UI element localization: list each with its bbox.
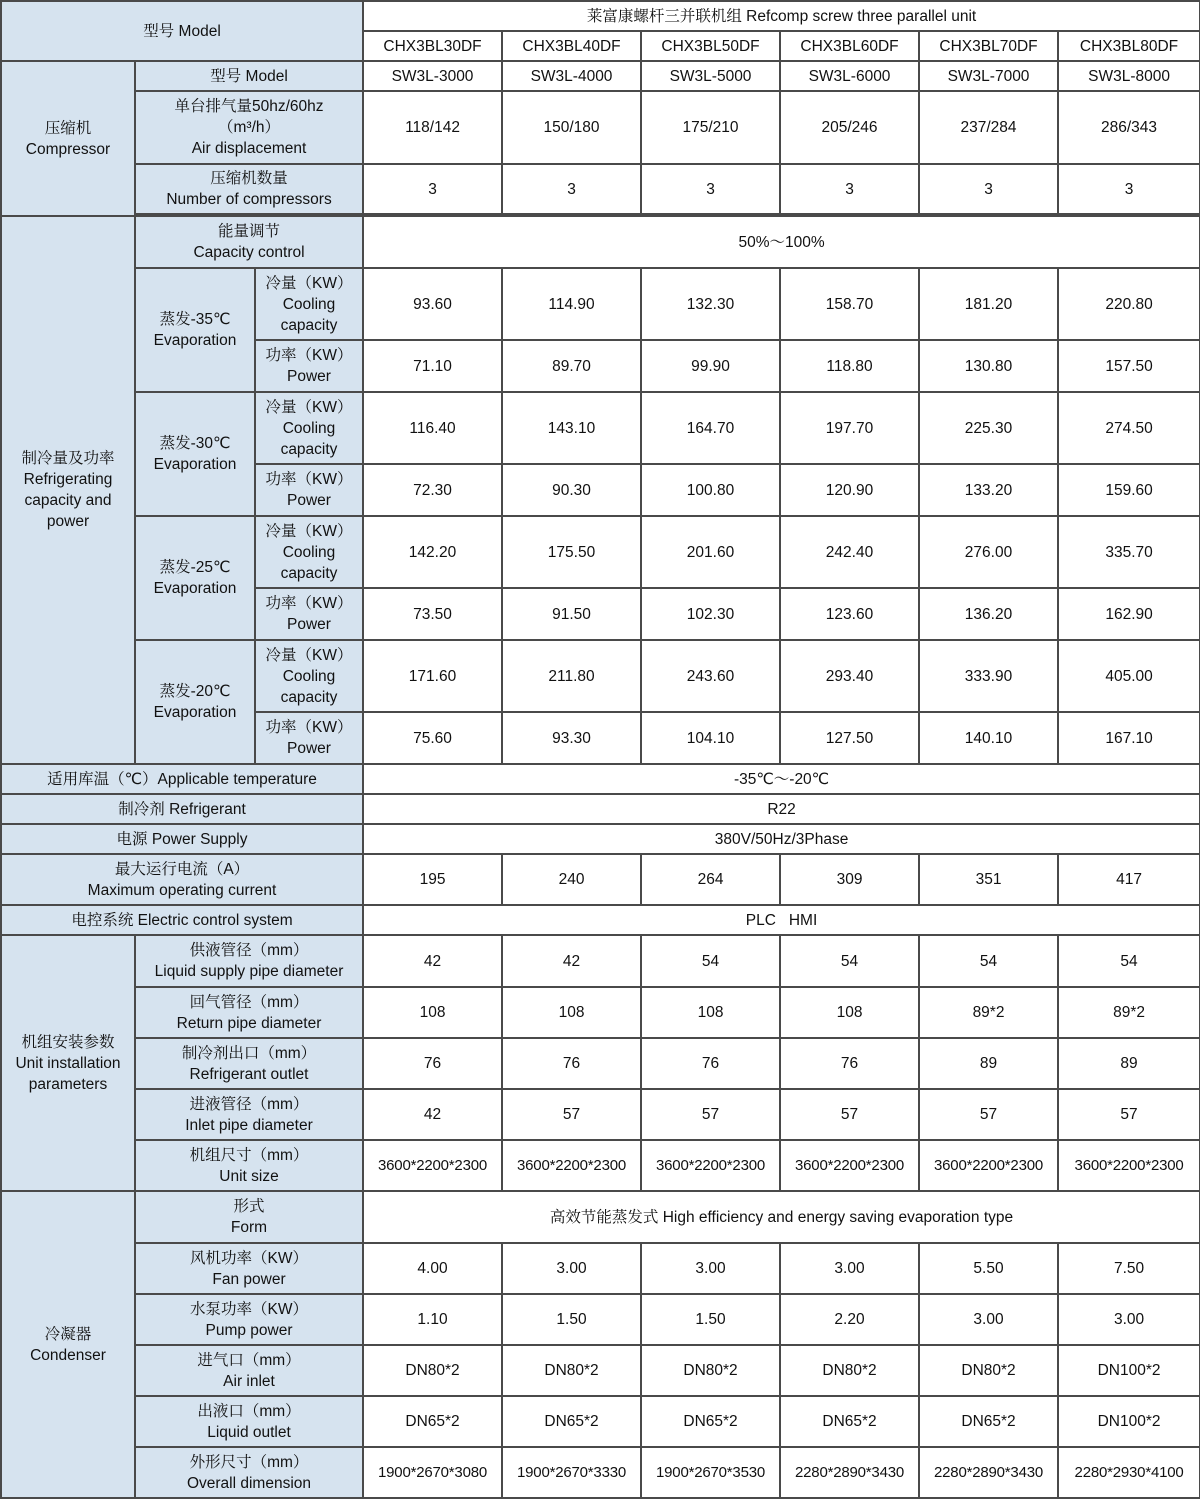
value-cell: 276.00 <box>919 516 1058 588</box>
evaporation-label <box>135 640 255 764</box>
value-cell: DN65*2 <box>363 1396 502 1447</box>
value-cell: DN65*2 <box>502 1396 641 1447</box>
value-cell: 3 <box>780 164 919 214</box>
label-line: 机组尺寸（mm） <box>189 1146 309 1164</box>
value-cell: 3600*2200*2300 <box>641 1140 780 1191</box>
value-cell: 175/210 <box>641 91 780 164</box>
label-line: Cooling <box>282 667 336 685</box>
value-cell: 2280*2890*3430 <box>919 1447 1058 1498</box>
label-line: 回气管径（mm） <box>189 993 309 1011</box>
section-compressor <box>1 61 135 216</box>
value-cell: 75.60 <box>363 712 502 764</box>
table-row <box>1 1243 1200 1294</box>
value-cell: 164.70 <box>641 392 780 464</box>
value-cell: R22 <box>363 794 1200 824</box>
table-row <box>1 61 1200 91</box>
label-line: 机组安装参数 <box>21 1033 115 1051</box>
value-cell: 108 <box>363 987 502 1038</box>
value-cell: 205/246 <box>780 91 919 164</box>
value-cell: 57 <box>641 1089 780 1140</box>
label-line: 冷量（KW） <box>265 274 353 292</box>
product-title: 莱富康螺杆三并联机组 Refcomp screw three parallel unit <box>363 1 1200 31</box>
cooling-label <box>255 268 363 340</box>
value-cell: SW3L-8000 <box>1058 61 1200 91</box>
evaporation-label <box>135 268 255 392</box>
value-cell: 405.00 <box>1058 640 1200 712</box>
table-row <box>1 824 1200 854</box>
label-line: Power <box>287 368 331 385</box>
model-name: CHX3BL50DF <box>641 31 780 61</box>
value-cell: 274.50 <box>1058 392 1200 464</box>
value-cell: 3 <box>641 164 780 214</box>
row-label: 制冷剂 Refrigerant <box>1 794 363 824</box>
table-row <box>1 91 1200 164</box>
table-row <box>1 164 1200 214</box>
value-cell: 42 <box>363 1089 502 1140</box>
label-line: 型号 Model <box>210 67 288 85</box>
value-cell: 42 <box>502 935 641 987</box>
value-cell: 114.90 <box>502 268 641 340</box>
table-row <box>1 905 1200 935</box>
value-cell: 133.20 <box>919 464 1058 516</box>
label-line: Refrigerant outlet <box>189 1065 309 1083</box>
evaporation-label <box>135 392 255 516</box>
label-line: Condenser <box>30 1346 106 1364</box>
value-cell: 54 <box>1058 935 1200 987</box>
value-cell: 181.20 <box>919 268 1058 340</box>
value-cell: 57 <box>1058 1089 1200 1140</box>
value-cell: 175.50 <box>502 516 641 588</box>
label-line: Liquid supply pipe diameter <box>154 963 344 980</box>
label-line: 冷量（KW） <box>265 522 353 540</box>
label-line: capacity <box>280 688 338 706</box>
value-cell: 132.30 <box>641 268 780 340</box>
value-cell: 2280*2890*3430 <box>780 1447 919 1498</box>
value-cell: 1.10 <box>363 1294 502 1345</box>
table-row <box>1 1294 1200 1345</box>
label-line: Evaporation <box>153 332 237 349</box>
value-cell: 142.20 <box>363 516 502 588</box>
value-cell: 136.20 <box>919 588 1058 640</box>
value-cell: 57 <box>780 1089 919 1140</box>
model-header-label: 型号 Model <box>1 1 363 61</box>
label-line: Form <box>230 1219 268 1236</box>
label-line: 制冷量及功率 <box>21 450 115 467</box>
value-cell: 1.50 <box>502 1294 641 1345</box>
value-cell: 309 <box>780 854 919 905</box>
row-label: 电控系统 Electric control system <box>1 905 363 935</box>
section-condenser <box>1 1191 135 1498</box>
value-cell: 73.50 <box>363 588 502 640</box>
value-cell: 195 <box>363 854 502 905</box>
value-cell: 3600*2200*2300 <box>919 1140 1058 1191</box>
label-line: 单台排气量50hz/60hz <box>174 98 324 115</box>
row-label <box>135 1191 363 1243</box>
row-label <box>135 164 363 214</box>
label-line: 冷量（KW） <box>265 646 353 664</box>
label-line: Cooling <box>282 295 336 313</box>
value-cell: 123.60 <box>780 588 919 640</box>
value-cell: DN100*2 <box>1058 1396 1200 1447</box>
value-cell: 2280*2930*4100 <box>1058 1447 1200 1498</box>
table-row <box>1 516 1200 588</box>
row-label <box>135 1140 363 1191</box>
value-cell: 104.10 <box>641 712 780 764</box>
section-installation <box>1 935 135 1191</box>
table-row <box>1 935 1200 987</box>
value-cell: 380V/50Hz/3Phase <box>363 824 1200 854</box>
value-cell: 4.00 <box>363 1243 502 1294</box>
value-cell: DN80*2 <box>641 1345 780 1396</box>
value-cell: 118/142 <box>363 91 502 164</box>
value-cell: 197.70 <box>780 392 919 464</box>
value-cell: 286/343 <box>1058 91 1200 164</box>
value-cell: 89*2 <box>1058 987 1200 1038</box>
value-cell: 293.40 <box>780 640 919 712</box>
model-name: CHX3BL40DF <box>502 31 641 61</box>
label-line: 外形尺寸（mm） <box>189 1453 309 1471</box>
value-cell: DN80*2 <box>919 1345 1058 1396</box>
value-cell: 130.80 <box>919 340 1058 392</box>
value-cell: 54 <box>780 935 919 987</box>
label-line: 蒸发-20℃ <box>159 683 231 700</box>
value-cell: SW3L-5000 <box>641 61 780 91</box>
value-cell: 1900*2670*3330 <box>502 1447 641 1498</box>
label-line: Unit size <box>219 1167 279 1185</box>
value-cell: 3.00 <box>1058 1294 1200 1345</box>
value-cell: 167.10 <box>1058 712 1200 764</box>
model-name: CHX3BL70DF <box>919 31 1058 61</box>
row-label <box>135 216 363 268</box>
value-cell: 158.70 <box>780 268 919 340</box>
label-line: 最大运行电流（A） <box>114 860 250 878</box>
table-row <box>1 794 1200 824</box>
value-cell: 76 <box>780 1038 919 1089</box>
value-cell: 225.30 <box>919 392 1058 464</box>
label-line: 压缩机 <box>44 119 92 137</box>
value-cell: 89*2 <box>919 987 1058 1038</box>
table-row <box>1 1 1200 31</box>
table-row <box>1 216 1200 268</box>
value-cell: 3 <box>363 164 502 214</box>
value-cell: 3.00 <box>641 1243 780 1294</box>
value-cell: 93.60 <box>363 268 502 340</box>
value-cell: 108 <box>641 987 780 1038</box>
power-label <box>255 588 363 640</box>
value-cell: 157.50 <box>1058 340 1200 392</box>
value-cell: 2.20 <box>780 1294 919 1345</box>
label-line: Evaporation <box>153 580 237 597</box>
value-cell: 333.90 <box>919 640 1058 712</box>
value-cell: SW3L-3000 <box>363 61 502 91</box>
table-row <box>1 392 1200 464</box>
value-cell: 150/180 <box>502 91 641 164</box>
value-cell: 1900*2670*3530 <box>641 1447 780 1498</box>
cooling-label <box>255 516 363 588</box>
value-cell: 42 <box>363 935 502 987</box>
label-line: 供液管径（mm） <box>189 942 309 959</box>
value-cell: 3 <box>919 164 1058 214</box>
value-cell: 116.40 <box>363 392 502 464</box>
row-label <box>135 1294 363 1345</box>
value-cell: 72.30 <box>363 464 502 516</box>
value-cell: 3600*2200*2300 <box>502 1140 641 1191</box>
value-cell: 3.00 <box>502 1243 641 1294</box>
value-cell: 211.80 <box>502 640 641 712</box>
label-line: 水泵功率（KW） <box>190 1300 308 1318</box>
value-cell: DN80*2 <box>502 1345 641 1396</box>
value-cell: DN65*2 <box>641 1396 780 1447</box>
label-line: 制冷剂出口（mm） <box>181 1044 317 1062</box>
label-line: Inlet pipe diameter <box>185 1116 313 1134</box>
label-line: 功率（KW） <box>265 719 353 736</box>
label-line: Maximum operating current <box>87 881 277 899</box>
row-label <box>135 935 363 987</box>
label-line: Compressor <box>25 140 111 158</box>
value-cell: 351 <box>919 854 1058 905</box>
value-cell: 143.10 <box>502 392 641 464</box>
table-row <box>1 1447 1200 1498</box>
value-cell: 76 <box>502 1038 641 1089</box>
section-refrigeration <box>1 216 135 764</box>
table-row <box>1 1140 1200 1191</box>
label-line: 冷量（KW） <box>265 398 353 416</box>
label-line: Air inlet <box>223 1372 275 1390</box>
label-line: capacity <box>280 440 338 458</box>
cooling-label <box>255 392 363 464</box>
value-cell: -35℃～-20℃ <box>363 764 1200 794</box>
value-cell: 3 <box>502 164 641 214</box>
value-cell: 76 <box>641 1038 780 1089</box>
label-line: Cooling <box>282 543 336 561</box>
row-label <box>135 1396 363 1447</box>
value-cell: 220.80 <box>1058 268 1200 340</box>
value-cell: 1.50 <box>641 1294 780 1345</box>
label-line: 蒸发-30℃ <box>159 435 231 452</box>
model-name: CHX3BL60DF <box>780 31 919 61</box>
table-row <box>1 764 1200 794</box>
table-row <box>1 640 1200 712</box>
value-cell: 高效节能蒸发式 High efficiency and energy saving evaporation type <box>363 1191 1200 1243</box>
label-line: Overall dimension <box>186 1474 312 1492</box>
value-cell: 242.40 <box>780 516 919 588</box>
table-row <box>1 1038 1200 1089</box>
label-line: parameters <box>28 1075 108 1093</box>
row-label <box>1 854 363 905</box>
value-cell: 71.10 <box>363 340 502 392</box>
label-line: （m³/h） <box>218 119 281 136</box>
label-line: Pump power <box>205 1321 293 1339</box>
row-label <box>135 1038 363 1089</box>
value-cell: 57 <box>919 1089 1058 1140</box>
value-cell: 91.50 <box>502 588 641 640</box>
value-cell: SW3L-7000 <box>919 61 1058 91</box>
label-line: Evaporation <box>153 704 237 721</box>
label-line: Power <box>287 740 331 757</box>
value-cell: 54 <box>641 935 780 987</box>
power-label <box>255 464 363 516</box>
value-cell: DN100*2 <box>1058 1345 1200 1396</box>
label-line: 蒸发-25℃ <box>159 559 231 576</box>
row-label: 适用库温（℃）Applicable temperature <box>1 764 363 794</box>
row-label <box>135 1089 363 1140</box>
row-label <box>135 987 363 1038</box>
model-name: CHX3BL80DF <box>1058 31 1200 61</box>
label-line: 出液口（mm） <box>197 1402 301 1420</box>
evaporation-label <box>135 516 255 640</box>
value-cell: 118.80 <box>780 340 919 392</box>
value-cell: 3.00 <box>919 1294 1058 1345</box>
label-line: 形式 <box>233 1198 265 1215</box>
value-cell: 100.80 <box>641 464 780 516</box>
value-cell: 5.50 <box>919 1243 1058 1294</box>
label-line: 风机功率（KW） <box>190 1249 308 1267</box>
row-label <box>135 91 363 164</box>
model-name: CHX3BL30DF <box>363 31 502 61</box>
value-cell: 57 <box>502 1089 641 1140</box>
value-cell: 171.60 <box>363 640 502 712</box>
value-cell: 237/284 <box>919 91 1058 164</box>
value-cell: 90.30 <box>502 464 641 516</box>
value-cell: SW3L-6000 <box>780 61 919 91</box>
table-row <box>1 1396 1200 1447</box>
row-label <box>135 61 363 91</box>
table-row <box>1 1089 1200 1140</box>
value-cell: 3600*2200*2300 <box>1058 1140 1200 1191</box>
value-cell: PLC HMI <box>363 905 1200 935</box>
value-cell: DN65*2 <box>919 1396 1058 1447</box>
value-cell: 1900*2670*3080 <box>363 1447 502 1498</box>
value-cell: 264 <box>641 854 780 905</box>
value-cell: 102.30 <box>641 588 780 640</box>
value-cell: 3.00 <box>780 1243 919 1294</box>
value-cell: 240 <box>502 854 641 905</box>
label-line: capacity <box>280 316 338 334</box>
label-line: Number of compressors <box>166 191 332 208</box>
label-line: Air displacement <box>191 140 307 157</box>
power-label <box>255 340 363 392</box>
value-cell: 99.90 <box>641 340 780 392</box>
value-cell: 201.60 <box>641 516 780 588</box>
value-cell: 120.90 <box>780 464 919 516</box>
label-line: Return pipe diameter <box>176 1014 322 1032</box>
row-label: 电源 Power Supply <box>1 824 363 854</box>
label-line: Evaporation <box>153 456 237 473</box>
label-line: 功率（KW） <box>265 471 353 488</box>
label-line: Fan power <box>212 1270 286 1288</box>
label-line: 压缩机数量 <box>210 170 288 187</box>
value-cell: 50%～100% <box>363 216 1200 268</box>
label-line: 进气口（mm） <box>197 1351 301 1369</box>
value-cell: SW3L-4000 <box>502 61 641 91</box>
value-cell: 76 <box>363 1038 502 1089</box>
table-row <box>1 1345 1200 1396</box>
table-row <box>1 987 1200 1038</box>
label-line: Cooling <box>282 419 336 437</box>
value-cell: 159.60 <box>1058 464 1200 516</box>
label-line: Capacity control <box>193 244 305 261</box>
label-line: Power <box>287 616 331 633</box>
value-cell: DN80*2 <box>780 1345 919 1396</box>
value-cell: 93.30 <box>502 712 641 764</box>
value-cell: 127.50 <box>780 712 919 764</box>
value-cell: 162.90 <box>1058 588 1200 640</box>
label-line: Liquid outlet <box>207 1423 291 1441</box>
table-row <box>1 268 1200 340</box>
label-line: Unit installation <box>15 1054 121 1072</box>
label-line: 功率（KW） <box>265 595 353 612</box>
value-cell: 89 <box>919 1038 1058 1089</box>
label-line: 功率（KW） <box>265 347 353 364</box>
value-cell: 243.60 <box>641 640 780 712</box>
value-cell: 108 <box>502 987 641 1038</box>
value-cell: 7.50 <box>1058 1243 1200 1294</box>
value-cell: 89 <box>1058 1038 1200 1089</box>
value-cell: 3600*2200*2300 <box>780 1140 919 1191</box>
value-cell: 3 <box>1058 164 1200 214</box>
label-line: Power <box>287 492 331 509</box>
table-row <box>1 1191 1200 1243</box>
label-line: Refrigerating <box>23 471 113 488</box>
row-label <box>135 1243 363 1294</box>
label-line: capacity and <box>24 492 112 509</box>
value-cell: DN65*2 <box>780 1396 919 1447</box>
label-line: power <box>46 513 90 530</box>
row-label <box>135 1345 363 1396</box>
value-cell: 89.70 <box>502 340 641 392</box>
table-row <box>1 854 1200 905</box>
value-cell: DN80*2 <box>363 1345 502 1396</box>
label-line: capacity <box>280 564 338 582</box>
label-line: 冷凝器 <box>44 1325 92 1343</box>
value-cell: 335.70 <box>1058 516 1200 588</box>
label-line: 蒸发-35℃ <box>159 311 231 328</box>
value-cell: 417 <box>1058 854 1200 905</box>
row-label <box>135 1447 363 1498</box>
cooling-label <box>255 640 363 712</box>
value-cell: 140.10 <box>919 712 1058 764</box>
value-cell: 54 <box>919 935 1058 987</box>
label-line: 能量调节 <box>218 223 281 240</box>
power-label <box>255 712 363 764</box>
value-cell: 3600*2200*2300 <box>363 1140 502 1191</box>
label-line: 进液管径（mm） <box>189 1095 309 1113</box>
value-cell: 108 <box>780 987 919 1038</box>
